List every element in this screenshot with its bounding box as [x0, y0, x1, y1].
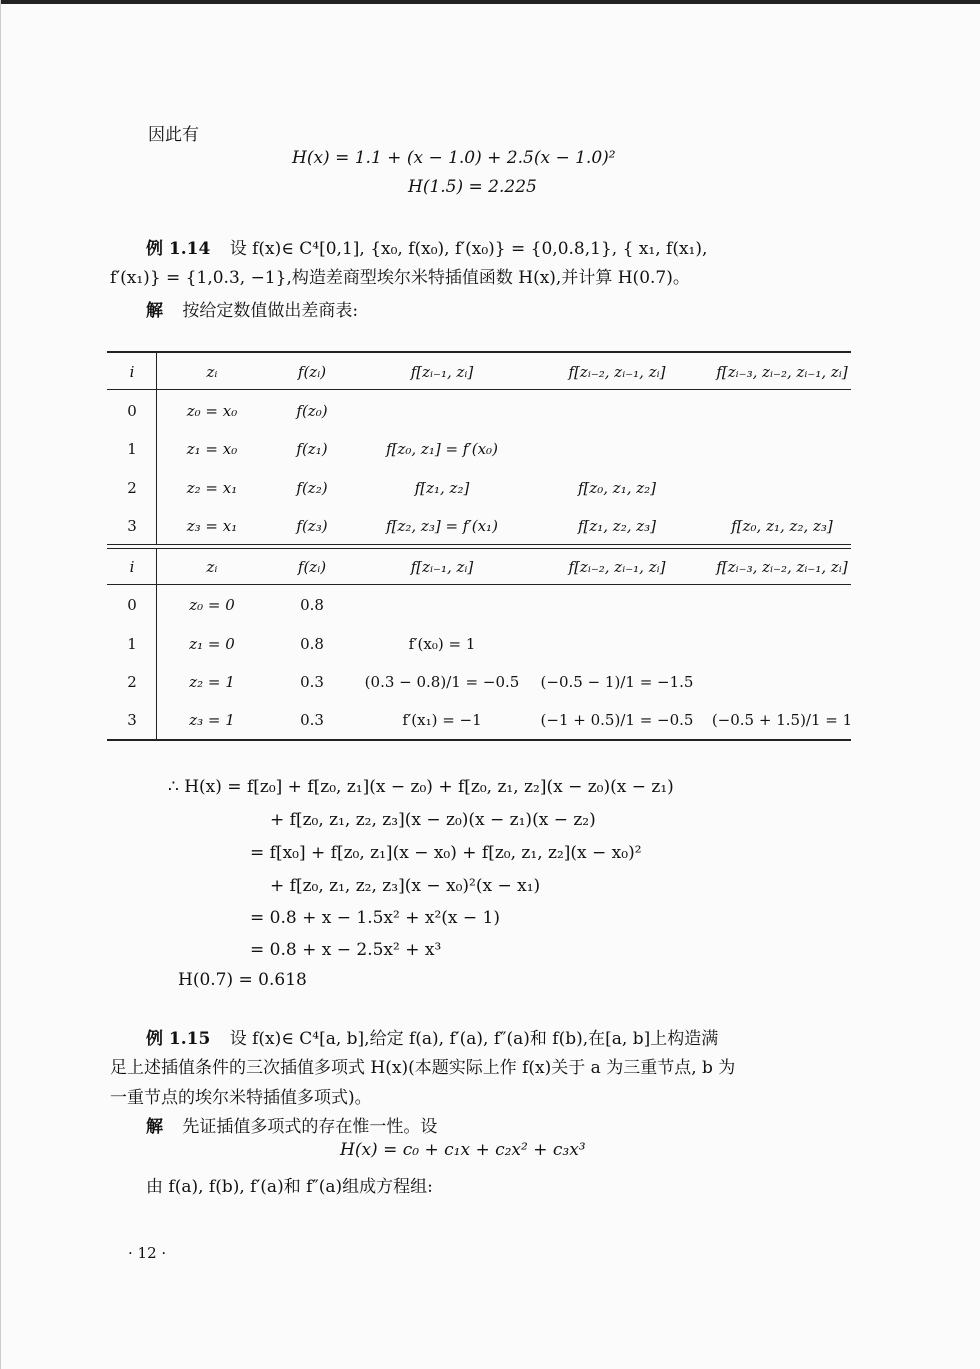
page-number: · 12 · — [128, 1244, 167, 1262]
table-row — [107, 586, 851, 624]
table-header-row — [107, 548, 851, 586]
intro-text: 因此有 — [148, 125, 199, 145]
cell: 0.8 — [300, 596, 324, 614]
cell: f[z₀, z₁, z₂] — [577, 479, 657, 497]
example-1-15 — [146, 1024, 718, 1049]
cell: 3 — [127, 711, 137, 729]
example-1-14 — [146, 234, 707, 259]
cell: f[z₁, z₂, z₃] — [577, 517, 657, 535]
cell: z₀ = 0 — [189, 596, 235, 614]
derivation-line-2: + f[z₀, z₁, z₂, z₃](x − z₀)(x − z₁)(x − z₂) — [270, 810, 596, 830]
table-header-row — [107, 353, 851, 391]
cell: f[z₀, z₁, z₂, z₃] — [731, 517, 833, 535]
equation-system-intro: 由 f(a), f(b), f′(a)和 f″(a)组成方程组: — [146, 1177, 433, 1197]
solution-1-14 — [146, 296, 358, 321]
example-text-line2: f′(x₁)} = {1,0.3, −1},构造差商型埃尔米特插值函数 H(x),并计算 H(0.7)。 — [110, 268, 690, 288]
cell: f(z₃) — [296, 517, 328, 535]
table-row — [107, 392, 851, 430]
cell: f(z₀) — [296, 402, 328, 420]
table-row — [107, 663, 851, 701]
cell: z₁ = 0 — [189, 635, 235, 653]
derivation-line-4: + f[z₀, z₁, z₂, z₃](x − x₀)²(x − x₁) — [270, 876, 541, 896]
cell: 2 — [127, 479, 137, 497]
table-row — [107, 469, 851, 507]
derivation-line-5: = 0.8 + x − 1.5x² + x²(x − 1) — [250, 908, 500, 928]
example-text-line3: 一重节点的埃尔米特插值多项式)。 — [110, 1088, 372, 1108]
example-label: 例 1.14 — [146, 239, 211, 259]
solution-1-15 — [146, 1112, 437, 1137]
cell: 0 — [127, 402, 137, 420]
cell: (−1 + 0.5)/1 = −0.5 — [540, 711, 694, 729]
table-row — [107, 625, 851, 663]
header-i: i — [129, 363, 135, 381]
cell: f[z₀, z₁] = f′(x₀) — [386, 440, 498, 458]
cell: (0.3 − 0.8)/1 = −0.5 — [364, 673, 520, 691]
cell: f′(x₁) = −1 — [402, 711, 482, 729]
header-z: zᵢ — [206, 363, 218, 381]
header-div3: f[zᵢ₋₃, zᵢ₋₂, zᵢ₋₁, zᵢ] — [716, 558, 848, 576]
cell: f[z₂, z₃] = f′(x₁) — [386, 517, 498, 535]
example-label: 例 1.15 — [146, 1029, 211, 1049]
cell: f[z₁, z₂] — [414, 479, 470, 497]
table-row — [107, 507, 851, 545]
cell: f(z₁) — [296, 440, 328, 458]
header-div2: f[zᵢ₋₂, zᵢ₋₁, zᵢ] — [568, 363, 666, 381]
cell: 1 — [127, 635, 137, 653]
derivation-line-6: = 0.8 + x − 2.5x² + x³ — [250, 940, 442, 960]
table-row — [107, 701, 851, 739]
equation-H-cubic: H(x) = c₀ + c₁x + c₂x² + c₃x³ — [340, 1140, 586, 1160]
equation-H: H(x) = 1.1 + (x − 1.0) + 2.5(x − 1.0)² — [292, 148, 616, 168]
derivation-line-3: = f[x₀] + f[z₀, z₁](x − x₀) + f[z₀, z₁, z₂](x − x₀)² — [250, 843, 642, 863]
cell: z₃ = x₁ — [186, 517, 238, 535]
cell: z₂ = x₁ — [186, 479, 238, 497]
header-div3: f[zᵢ₋₃, zᵢ₋₂, zᵢ₋₁, zᵢ] — [716, 363, 848, 381]
example-text-line1: 设 f(x)∈ C⁴[a, b],给定 f(a), f′(a), f″(a)和 f(b),在[a, b]上构造满 — [229, 1029, 719, 1049]
cell: f(z₂) — [296, 479, 328, 497]
example-text-line1: 设 f(x)∈ C⁴[0,1], {x₀, f(x₀), f′(x₀)} = {0,0.8,1}, { x₁, f(x₁), — [229, 239, 708, 259]
equation-H-1-5: H(1.5) = 2.225 — [408, 177, 537, 197]
cell: 1 — [127, 440, 137, 458]
solution-label: 解 — [146, 301, 163, 321]
cell: f′(x₀) = 1 — [408, 635, 476, 653]
example-text-line2: 足上述插值条件的三次插值多项式 H(x)(本题实际上作 f(x)关于 a 为三重节点, b 为 — [110, 1058, 736, 1078]
cell: (−0.5 − 1)/1 = −1.5 — [540, 673, 694, 691]
header-z: zᵢ — [206, 558, 218, 576]
cell: 0.8 — [300, 635, 324, 653]
table-bottom-rule — [107, 739, 851, 741]
derivation-line-1: ∴ H(x) = f[z₀] + f[z₀, z₁](x − z₀) + f[z₀, z₁, z₂](x − z₀)(x − z₁) — [168, 777, 674, 797]
header-div1: f[zᵢ₋₁, zᵢ] — [410, 558, 474, 576]
cell: z₃ = 1 — [189, 711, 235, 729]
page-top-border — [0, 0, 980, 4]
cell: z₂ = 1 — [189, 673, 235, 691]
derivation-result: H(0.7) = 0.618 — [178, 970, 307, 990]
cell: z₀ = x₀ — [186, 402, 238, 420]
cell: 2 — [127, 673, 137, 691]
cell: 0 — [127, 596, 137, 614]
header-i: i — [129, 558, 135, 576]
header-div1: f[zᵢ₋₁, zᵢ] — [410, 363, 474, 381]
page-left-edge — [0, 0, 1, 1369]
solution-label: 解 — [146, 1117, 163, 1137]
solution-text: 先证插值多项式的存在惟一性。设 — [182, 1117, 438, 1137]
cell: z₁ = x₀ — [186, 440, 238, 458]
header-div2: f[zᵢ₋₂, zᵢ₋₁, zᵢ] — [568, 558, 666, 576]
header-fz: f(zᵢ) — [297, 363, 327, 381]
header-fz: f(zᵢ) — [297, 558, 327, 576]
cell: 0.3 — [300, 711, 324, 729]
solution-text: 按给定数值做出差商表: — [182, 301, 359, 321]
cell: 0.3 — [300, 673, 324, 691]
cell: 3 — [127, 517, 137, 535]
cell: (−0.5 + 1.5)/1 = 1 — [711, 711, 853, 729]
table-row — [107, 430, 851, 468]
